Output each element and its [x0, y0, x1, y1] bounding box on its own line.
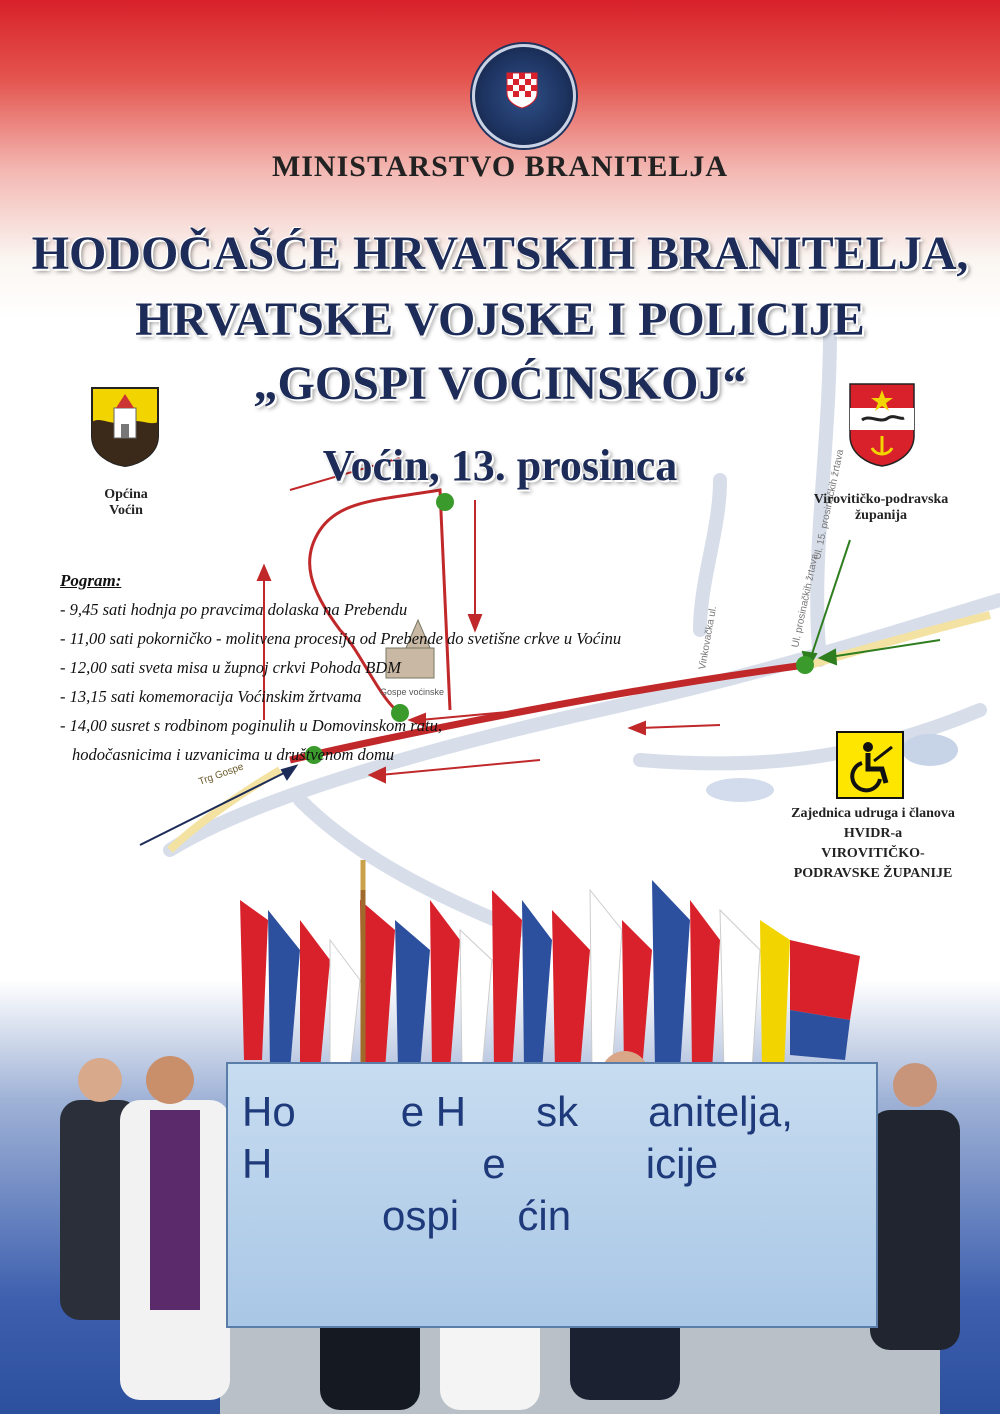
title-line-3: „GOSPI VOĆINSKOJ“ — [253, 357, 747, 410]
waypoint-marker — [436, 493, 454, 511]
hvidr-line2: HVIDR-a — [843, 826, 903, 841]
flags — [240, 880, 860, 1070]
map-label-street-right: Ul. prosinačkih žrtava — [790, 552, 821, 649]
title-line-2: HRVATSKE VOJSKE I POLICIJE — [135, 293, 865, 346]
banner-line3: ospi ćin — [242, 1192, 572, 1239]
program-item: - 13,15 sati komemoracija Voćinskim žrtvama — [60, 687, 362, 706]
banner-line1: Ho e H sk anitelja, — [242, 1088, 793, 1135]
lake-shape — [902, 734, 958, 766]
map-label-street-left: Trg Gospe — [197, 761, 246, 788]
vocin-label — [78, 487, 174, 519]
program-item: - 9,45 sati hodnja po pravcima dolaska na Prebendu — [60, 600, 408, 619]
croatian-shield-icon — [505, 71, 539, 109]
program-item: - 12,00 sati sveta misa u župnoj crkvi Pohoda BDM — [60, 658, 401, 677]
program-item: - 14,00 susret s rodbinom poginulih u Domovinskom ratu, — [60, 716, 442, 735]
waypoint-marker — [796, 656, 814, 674]
ministry-seal-icon — [472, 44, 576, 148]
program-item: - 11,00 sati pokorničko - molitvena procesija od Prebende do svetišne crkve u Voćinu — [60, 629, 622, 648]
hvidr-line4: PODRAVSKE ŽUPANIJE — [793, 866, 953, 881]
banner-line2: H e icije — [242, 1140, 719, 1187]
hvidr-line3: VIROVITIČKO- — [821, 846, 925, 861]
map-label-church: Gospe voćinske — [380, 687, 445, 697]
ministry-name: MINISTARSTVO BRANITELJA — [271, 150, 729, 183]
hvidr-line1: Zajednica udruga i članova — [791, 806, 955, 821]
program-item: hodočasnicima i uzvanicima u društvenom domu — [72, 745, 395, 764]
county-label — [786, 492, 976, 524]
county-coat-of-arms-icon — [848, 382, 916, 468]
event-date: Voćin, 13. prosinca — [322, 441, 678, 490]
vocin-label-line2: Voćin — [109, 503, 143, 518]
program-heading: Pogram: — [60, 571, 122, 590]
map-label-street-mid: Vinkovačka ul. — [697, 605, 720, 671]
lake-shape — [706, 778, 774, 802]
vocin-label-line1: Općina — [104, 487, 148, 502]
procession-banner — [226, 1062, 878, 1328]
county-label-line2: županija — [854, 508, 908, 523]
processional-cross-icon — [340, 860, 386, 890]
vocin-coat-of-arms-icon — [90, 386, 160, 468]
hvidr-logo — [836, 731, 904, 799]
county-label-line1: Virovitičko-podravska — [813, 492, 949, 507]
wheelchair-icon — [838, 733, 902, 797]
map-label-street-right2: Ul. 15. prosinačkih žrtava — [812, 448, 847, 561]
title-line-1: HODOČAŠĆE HRVATSKIH BRANITELJA, — [31, 227, 969, 280]
banner-text — [242, 1086, 793, 1242]
program-list — [60, 566, 621, 769]
